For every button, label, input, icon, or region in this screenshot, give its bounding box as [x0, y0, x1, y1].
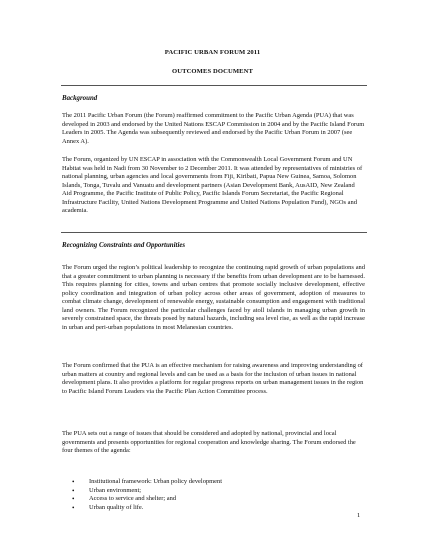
document-title: PACIFIC URBAN FORUM 2011: [164, 49, 261, 56]
paragraph-background-2: The Forum, organized by UN ESCAP in association with the Commonwealth Local Government Forum and UN Habitat was held in Nadi from 30 November to 2 December 2011. It was attended by representatives of ministries of national planning, urban agencies and local governments from Fiji, Kiribati, Papua New Guinea, Samoa, Solomon Islands, Tonga, Tuvalu and Vanuatu and development partners (Asian Development Bank, AusAID, New Zealand Aid Programme, the Pacific Institute of Public Policy, Pacific Islands Forum Secretariat, the Pacific Regional Infrastructure Facility, United Nations Development Programme and United Nations Population Fund), NGOs and academia.: [62, 156, 363, 214]
paragraph-constraints-1: The Forum urged the region’s political leadership to recognize the continuing rapid growth of urban populations and that a greater commitment to urban planning is necessary if the benefits from urban development are to be harnessed. This requires planning for cities, towns and urban centres that promote socially inclusive development, effective policy coordination and integration of urban policy across other areas of government, adoption of measures to combat climate change, development of renewable energy, sustainable consumption and engagement with traditional land owners. The Forum recognized the particular challenges faced by atoll islands in managing urban growth in severely constrained space, the threats posed by natural hazards, including sea level rise, as well as the rapid increase in urban and peri-urban populations in most Melanesian countries.: [62, 264, 365, 331]
list-item: • Urban quality of life.: [89, 504, 389, 513]
section-heading-constraints: Recognizing Constraints and Opportunities: [62, 242, 186, 249]
document-subtitle: OUTCOMES DOCUMENT: [171, 68, 253, 75]
section-heading-background: Background: [62, 95, 98, 102]
list-item: • Institutional framework: Urban policy development: [89, 478, 389, 487]
section-divider: [61, 85, 367, 86]
paragraph-constraints-2: The Forum confirmed that the PUA is an effective mechanism for raising awareness and improving understanding of urban matters at country and regional levels and can be used as a basis for the inclusion of urban issues in national development plans. It also provides a platform for regular progress reports on urban management issues in the region to Pacific Island Forum Leaders via the Pacific Plan Action Committee process.: [62, 362, 364, 395]
list-item: • Urban environment;: [89, 487, 389, 496]
paragraph-background-1: The 2011 Pacific Urban Forum (the Forum) reaffirmed commitment to the Pacific Urban Agenda (PUA) that was developed in 2003 and endorsed by the United Nations ESCAP Commission in 2004 and by the Pacific Island Forum Leaders in 2005. The Agenda was subsequently reviewed and endorsed by the Pacific Urban Forum in 2007 (see Annex A).: [62, 112, 365, 145]
themes-list: [62, 478, 389, 512]
paragraph-constraints-3: The PUA sets out a range of issues that should be considered and adopted by national, provincial and local governments and presents opportunities for regional cooperation and knowledge sharing. The Forum endorsed the four themes of the agenda:: [62, 430, 356, 454]
section-divider: [61, 232, 367, 233]
list-item: • Access to service and shelter; and: [89, 495, 389, 504]
page-number: 1: [357, 512, 361, 519]
